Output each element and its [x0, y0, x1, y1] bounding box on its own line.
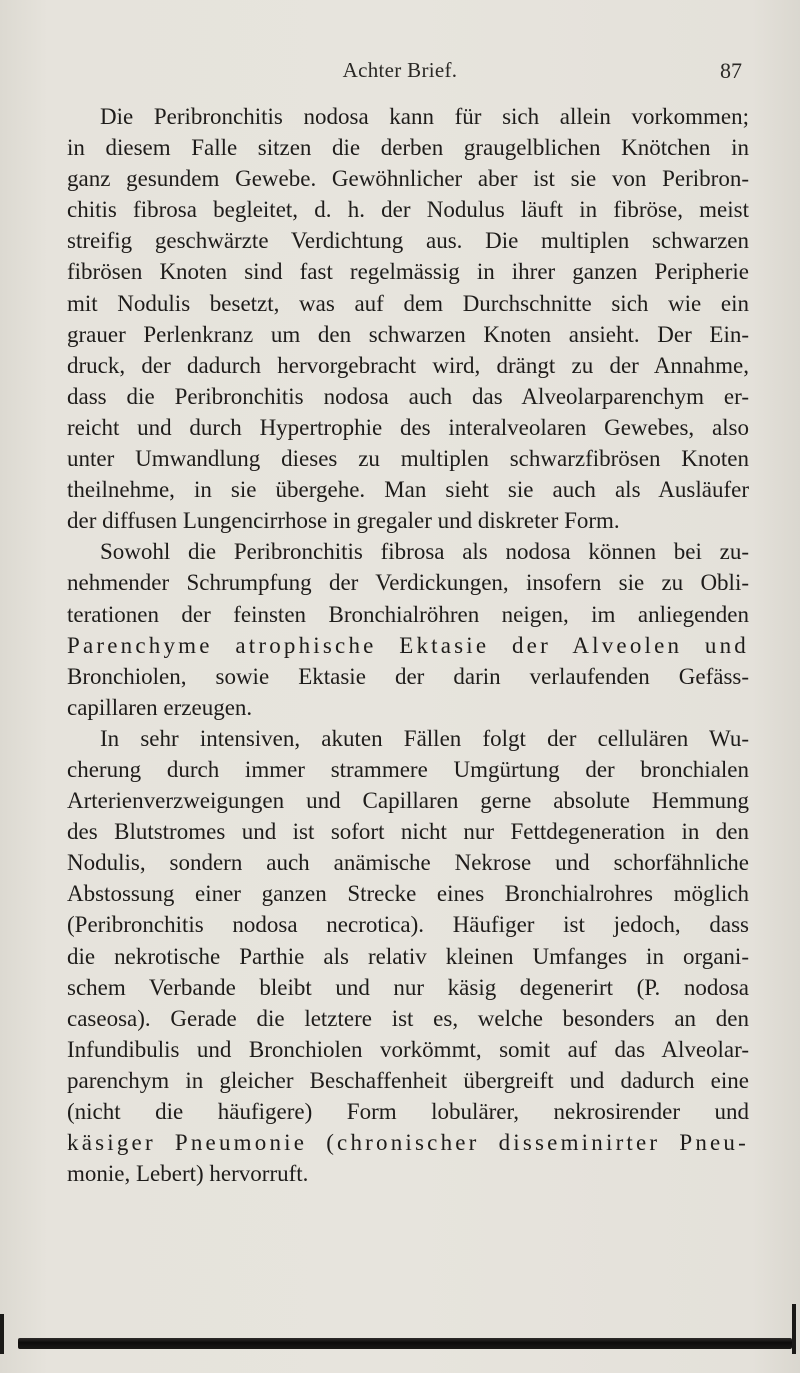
text-line: mit Nodulis besetzt, was auf dem Durchschnitte sich wie ein — [67, 290, 749, 316]
page-number: 87 — [720, 58, 742, 83]
scan-edge-bar — [0, 1334, 800, 1354]
text-line: theilnehme, in sie übergehe. Man sieht sie auch als Ausläufer — [67, 477, 749, 503]
text-line: monie, Lebert) hervorruft. — [67, 1161, 309, 1187]
text-line: druck, der dadurch hervorgebracht wird, drängt zu der Annahme, — [67, 352, 749, 378]
text-line: In sehr intensiven, akuten Fällen folgt der cellulären Wu- — [100, 725, 749, 751]
scan-edge-dark-band — [18, 1338, 792, 1349]
text-line: caseosa). Gerade die letztere ist es, welche besonders an den — [67, 1005, 749, 1031]
text-line: Die Peribronchitis nodosa kann für sich allein vorkommen; — [100, 104, 749, 129]
text-line: der diffusen Lungencirrhose in gregaler und diskreter Form. — [67, 508, 620, 534]
text-line: schem Verbande bleibt und nur käsig degenerirt (P. nodosa — [67, 974, 749, 1000]
text-line-spaced: Parenchyme atrophische Ektasie der Alveolen und — [67, 632, 749, 658]
text-line: Bronchiolen, sowie Ektasie der darin verlaufenden Gefäss- — [67, 663, 749, 689]
text-line: (Peribronchitis nodosa necrotica). Häufiger ist jedoch, dass — [67, 912, 749, 938]
running-head — [60, 58, 740, 88]
text-line: fibrösen Knoten sind fast regelmässig in ihrer ganzen Peripherie — [67, 259, 749, 285]
text-line: ganz gesundem Gewebe. Gewöhnlicher aber ist sie von Peribron- — [67, 166, 749, 192]
text-line: dass die Peribronchitis nodosa auch das Alveolarparenchym er- — [67, 383, 749, 409]
scan-edge-left — [0, 1314, 4, 1354]
text-line: capillaren erzeugen. — [67, 694, 253, 720]
text-line: parenchym in gleicher Beschaffenheit übergreift und dadurch eine — [67, 1067, 749, 1093]
text-line: die nekrotische Parthie als relativ kleinen Umfanges in organi- — [67, 943, 749, 969]
text-line: Sowohl die Peribronchitis fibrosa als nodosa können bei zu- — [100, 539, 749, 565]
text-line: chitis fibrosa begleitet, d. h. der Nodulus läuft in fibröse, meist — [67, 197, 749, 223]
text-line: in diesem Falle sitzen die derben graugelblichen Knötchen in — [67, 135, 749, 161]
text-line: Abstossung einer ganzen Strecke eines Bronchialrohres möglich — [67, 881, 749, 907]
text-line: (nicht die häufigere) Form lobulärer, nekrosirender und — [67, 1099, 749, 1124]
text-line: unter Umwandlung dieses zu multiplen schwarzfibrösen Knoten — [67, 446, 749, 472]
text-line: streifig geschwärzte Verdichtung aus. Die multiplen schwarzen — [67, 228, 749, 254]
text-line: terationen der feinsten Bronchialröhren neigen, im anliegenden — [67, 601, 749, 627]
chapter-title: Achter Brief. — [342, 58, 458, 82]
scan-edge-right — [792, 1304, 796, 1354]
text-line: grauer Perlenkranz um den schwarzen Knoten ansieht. Der Ein- — [67, 321, 749, 347]
text-line: Arterienverzweigungen und Capillaren gerne absolute Hemmung — [67, 788, 749, 814]
text-line-spaced: käsiger Pneumonie (chronischer disseminirter Pneu- — [67, 1130, 749, 1156]
text-line: nehmender Schrumpfung der Verdickungen, insofern sie zu Obli- — [67, 570, 749, 596]
body-text — [67, 101, 749, 1189]
text-line: des Blutstromes und ist sofort nicht nur Fettdegeneration in den — [67, 819, 749, 845]
text-line: Infundibulis und Bronchiolen vorkömmt, somit auf das Alveolar- — [67, 1036, 749, 1062]
text-line: cherung durch immer strammere Umgürtung der bronchialen — [67, 756, 749, 782]
text-line: Nodulis, sondern auch anämische Nekrose und schorfähnliche — [67, 850, 749, 876]
text-line: reicht und durch Hypertrophie des interalveolaren Gewebes, also — [67, 414, 749, 440]
